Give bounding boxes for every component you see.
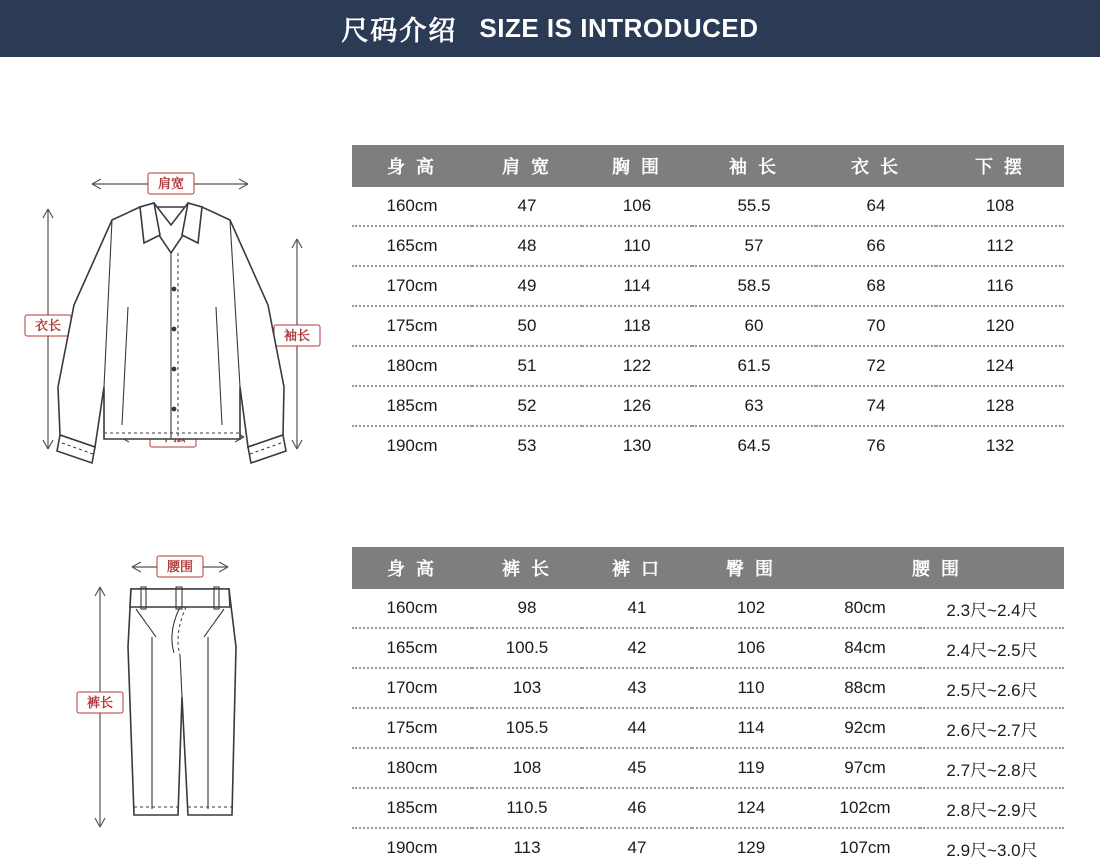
table-cell: 102cm [810, 788, 920, 828]
table-cell: 175cm [352, 306, 472, 346]
label-sleeve: 袖长 [283, 328, 311, 343]
table-row [352, 589, 1064, 628]
table-cell: 110.5 [472, 788, 582, 828]
column-header: 腰 围 [810, 547, 1064, 589]
table-cell: 119 [692, 748, 810, 788]
column-header: 肩 宽 [472, 145, 582, 187]
label-length: 衣长 [34, 318, 62, 333]
table-cell: 2.8尺~2.9尺 [920, 788, 1064, 828]
label-pant-length: 裤长 [86, 695, 114, 710]
table-cell: 113 [472, 828, 582, 867]
table-row [352, 628, 1064, 668]
table-cell: 110 [692, 668, 810, 708]
table-cell: 2.9尺~3.0尺 [920, 828, 1064, 867]
label-waist: 腰围 [166, 559, 194, 574]
table-cell: 160cm [352, 589, 472, 628]
table-cell: 2.7尺~2.8尺 [920, 748, 1064, 788]
column-header: 臀 围 [692, 547, 810, 589]
table-row [352, 788, 1064, 828]
pants-size-table [352, 547, 1064, 867]
table-cell: 41 [582, 589, 692, 628]
table-cell: 170cm [352, 266, 472, 306]
table-cell: 52 [472, 386, 582, 426]
table-cell: 190cm [352, 828, 472, 867]
table-cell: 68 [816, 266, 936, 306]
page-content [0, 57, 1100, 860]
table-cell: 60 [692, 306, 816, 346]
table-row [352, 386, 1064, 426]
table-cell: 160cm [352, 187, 472, 226]
page-title-cn: 尺码介绍 [341, 16, 458, 46]
table-cell: 124 [936, 346, 1064, 386]
table-cell: 49 [472, 266, 582, 306]
table-cell: 47 [472, 187, 582, 226]
table-cell: 70 [816, 306, 936, 346]
label-shoulder: 肩宽 [157, 176, 185, 191]
table-cell: 180cm [352, 748, 472, 788]
table-cell: 58.5 [692, 266, 816, 306]
table-cell: 105.5 [472, 708, 582, 748]
pants-size-table-wrapper [352, 547, 1064, 867]
table-cell: 114 [582, 266, 692, 306]
table-cell: 64.5 [692, 426, 816, 465]
column-header: 衣 长 [816, 145, 936, 187]
table-cell: 165cm [352, 226, 472, 266]
column-header: 身 高 [352, 145, 472, 187]
table-cell: 103 [472, 668, 582, 708]
table-cell: 80cm [810, 589, 920, 628]
table-cell: 45 [582, 748, 692, 788]
table-cell: 98 [472, 589, 582, 628]
table-cell: 175cm [352, 708, 472, 748]
table-cell: 100.5 [472, 628, 582, 668]
table-cell: 43 [582, 668, 692, 708]
table-cell: 76 [816, 426, 936, 465]
table-cell: 122 [582, 346, 692, 386]
table-cell: 53 [472, 426, 582, 465]
column-header: 袖 长 [692, 145, 816, 187]
table-cell: 120 [936, 306, 1064, 346]
table-cell: 129 [692, 828, 810, 867]
table-cell: 42 [582, 628, 692, 668]
table-row [352, 226, 1064, 266]
table-cell: 2.3尺~2.4尺 [920, 589, 1064, 628]
table-cell: 47 [582, 828, 692, 867]
table-cell: 44 [582, 708, 692, 748]
table-cell: 92cm [810, 708, 920, 748]
column-header: 下 摆 [936, 145, 1064, 187]
table-cell: 84cm [810, 628, 920, 668]
table-row [352, 346, 1064, 386]
column-header: 裤 口 [582, 547, 692, 589]
table-header-row [352, 547, 1064, 589]
column-header: 裤 长 [472, 547, 582, 589]
table-cell: 64 [816, 187, 936, 226]
table-cell: 116 [936, 266, 1064, 306]
shirt-size-table [352, 145, 1064, 465]
table-row [352, 748, 1064, 788]
table-cell: 112 [936, 226, 1064, 266]
table-cell: 50 [472, 306, 582, 346]
table-cell: 46 [582, 788, 692, 828]
table-cell: 124 [692, 788, 810, 828]
table-cell: 72 [816, 346, 936, 386]
table-row [352, 266, 1064, 306]
table-cell: 48 [472, 226, 582, 266]
table-header-row [352, 145, 1064, 187]
table-cell: 2.4尺~2.5尺 [920, 628, 1064, 668]
table-cell: 185cm [352, 788, 472, 828]
table-cell: 102 [692, 589, 810, 628]
table-cell: 108 [936, 187, 1064, 226]
column-header: 身 高 [352, 547, 472, 589]
table-cell: 63 [692, 386, 816, 426]
pants-diagram [0, 497, 345, 837]
table-row [352, 187, 1064, 226]
table-cell: 165cm [352, 628, 472, 668]
table-cell: 110 [582, 226, 692, 266]
table-row [352, 828, 1064, 867]
shirt-diagram [0, 57, 345, 497]
table-cell: 190cm [352, 426, 472, 465]
table-cell: 106 [692, 628, 810, 668]
table-cell: 106 [582, 187, 692, 226]
table-row [352, 306, 1064, 346]
column-header: 胸 围 [582, 145, 692, 187]
table-cell: 51 [472, 346, 582, 386]
table-row [352, 708, 1064, 748]
table-cell: 180cm [352, 346, 472, 386]
table-cell: 107cm [810, 828, 920, 867]
table-cell: 2.6尺~2.7尺 [920, 708, 1064, 748]
table-row [352, 668, 1064, 708]
table-cell: 55.5 [692, 187, 816, 226]
table-cell: 57 [692, 226, 816, 266]
table-cell: 74 [816, 386, 936, 426]
table-cell: 126 [582, 386, 692, 426]
table-cell: 114 [692, 708, 810, 748]
page-header [0, 0, 1100, 57]
shirt-size-table-wrapper [352, 145, 1064, 465]
table-cell: 66 [816, 226, 936, 266]
table-row [352, 426, 1064, 465]
page-title-en: SIZE IS INTRODUCED [479, 13, 759, 43]
table-cell: 61.5 [692, 346, 816, 386]
table-cell: 170cm [352, 668, 472, 708]
table-cell: 130 [582, 426, 692, 465]
table-cell: 88cm [810, 668, 920, 708]
table-cell: 2.5尺~2.6尺 [920, 668, 1064, 708]
table-cell: 97cm [810, 748, 920, 788]
table-cell: 185cm [352, 386, 472, 426]
table-cell: 128 [936, 386, 1064, 426]
table-cell: 108 [472, 748, 582, 788]
table-cell: 118 [582, 306, 692, 346]
table-cell: 132 [936, 426, 1064, 465]
